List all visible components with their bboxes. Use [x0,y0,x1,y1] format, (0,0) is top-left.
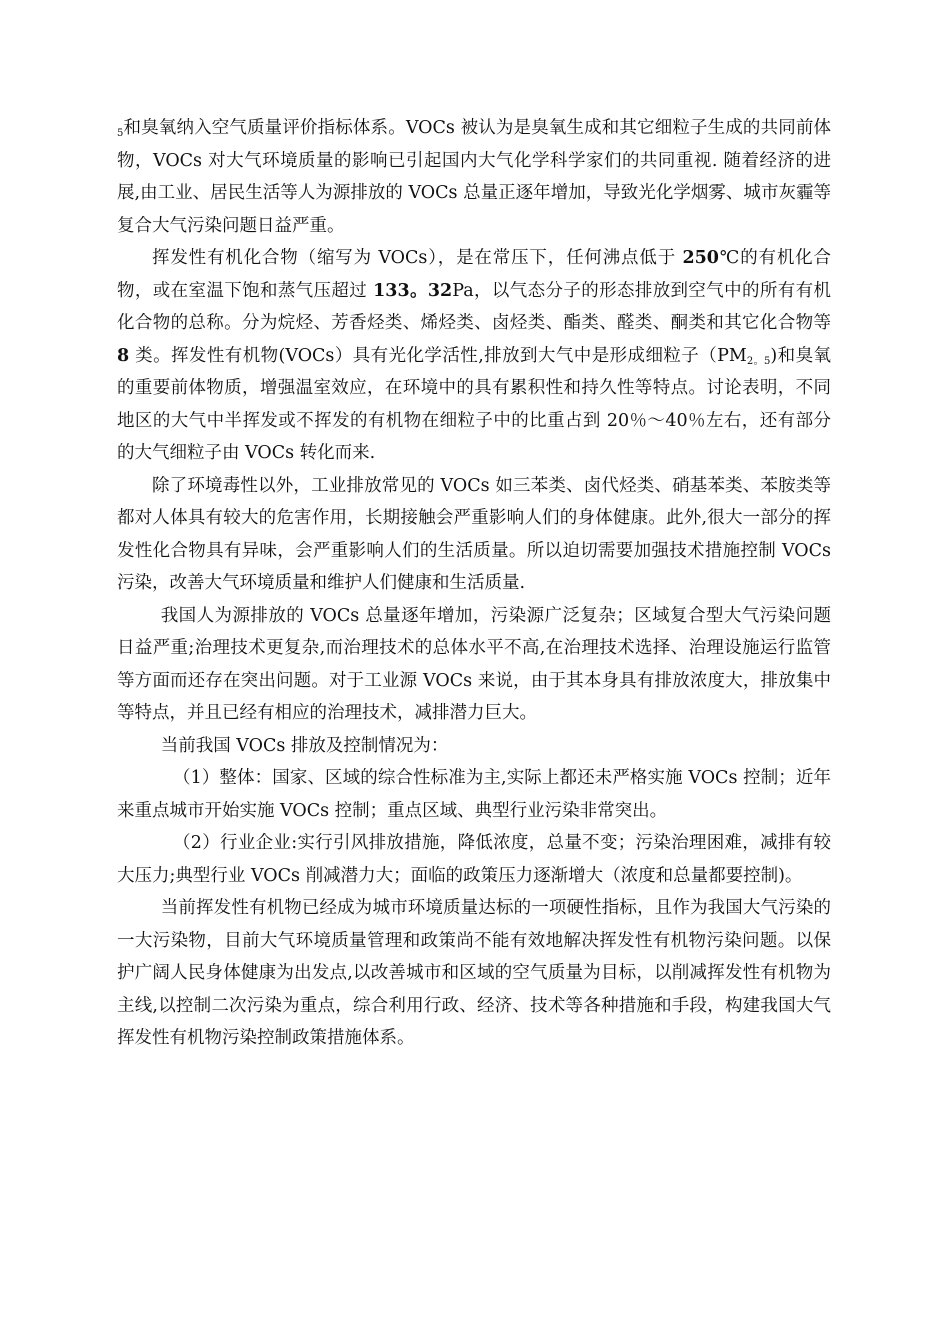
list-item-1: （1）整体：国家、区域的综合性标准为主,实际上都还未严格实施 VOCs 控制；近年来重点城市开始实施 VOCs 控制；重点区域、典型行业污染非常突出。 [117,768,831,821]
paragraph-2 [117,242,831,470]
bold-number: 250 [682,248,719,268]
subscript: 2。5 [746,355,771,367]
paragraph-4: 我国人为源排放的 VOCs 总量逐年增加，污染源广泛复杂；区域复合型大气污染问题日益严重;治理技术更复杂,而治理技术的总体水平不高,在治理技术选择、治理设施运行监管等方面而还存在突出问题。对于工业源 VOCs 来说，由于其本身具有排放浓度大，排放集中等特点，并且已经有相应的治理技术，减排潜力巨大。 [117,605,831,723]
list-item-2: （2）行业企业:实行引风排放措施，降低浓度，总量不变；污染治理困难，减排有较大压力;典型行业 VOCs 削减潜力大；面临的政策压力逐渐增大（浓度和总量都要控制)。 [117,833,831,886]
paragraph-3: 除了环境毒性以外，工业排放常见的 VOCs 如三苯类、卤代烃类、硝基苯类、苯胺类等都对人体具有较大的危害作用，长期接触会严重影响人们的身体健康。此外,很大一部分的挥发性化合物具有异味，会严重影响人们的生活质量。所以迫切需要加强技术措施控制 VOCs 污染，改善大气环境质量和维护人们健康和生活质量. [117,475,831,593]
paragraph-text: Pa，以气态分子的形态排放到空气中的所有有机化合物的总称。分为烷烃、芳香烃类、烯烃类、卤烃类、酯类、醛类、酮类和其它化合物等 [117,280,832,333]
bold-number: 133。32 [373,280,453,301]
paragraph-text: ℃的有机化合物，或在室温下饱和蒸气压超过 [117,248,832,301]
paragraph-5: 当前我国 VOCs 排放及控制情况为： [160,735,449,756]
bold-number: 8 [117,345,130,366]
paragraph-text: 和臭氧纳入空气质量评价指标体系。VOCs 被认为是臭氧生成和其它细粒子生成的共同前体物，VOCs 对大气环境质量的影响已引起国内大气化学科学家们的共同重视. 随着经济的进展,由工业、居民生活等人为源排放的 VOCs 总量正逐年增加，导致光化学烟雾、城市灰霾等复合大气污染问题日益严重。 [117,118,831,236]
paragraph-1 [117,112,831,242]
paragraph-text: 挥发性有机化合物（缩写为 VOCs），是在常压下，任何沸点低于 [152,248,683,268]
subscript: 5 [117,128,124,139]
paragraph-text: 类。挥发性有机物(VOCs）具有光化学活性,排放到大气中是形成细粒子（PM [129,345,747,366]
document-body [117,112,831,1055]
paragraph-text: )和臭氧的重要前体物质，增强温室效应，在环境中的具有累积性和持久性等特点。讨论表明，不同地区的大气中半挥发或不挥发的有机物在细粒子中的比重占到 20％～40％左右，还有部分的大气细粒子由 VOCs 转化而来. [117,345,831,463]
paragraph-8: 当前挥发性有机物已经成为城市环境质量达标的一项硬性指标，且作为我国大气污染的一大污染物，目前大气环境质量管理和政策尚不能有效地解决挥发性有机物污染问题。以保护广阔人民身体健康为出发点,以改善城市和区域的空气质量为目标，以削减挥发性有机物为主线,以控制二次污染为重点，综合利用行政、经济、技术等各种措施和手段，构建我国大气挥发性有机物污染控制政策措施体系。 [117,898,831,1048]
